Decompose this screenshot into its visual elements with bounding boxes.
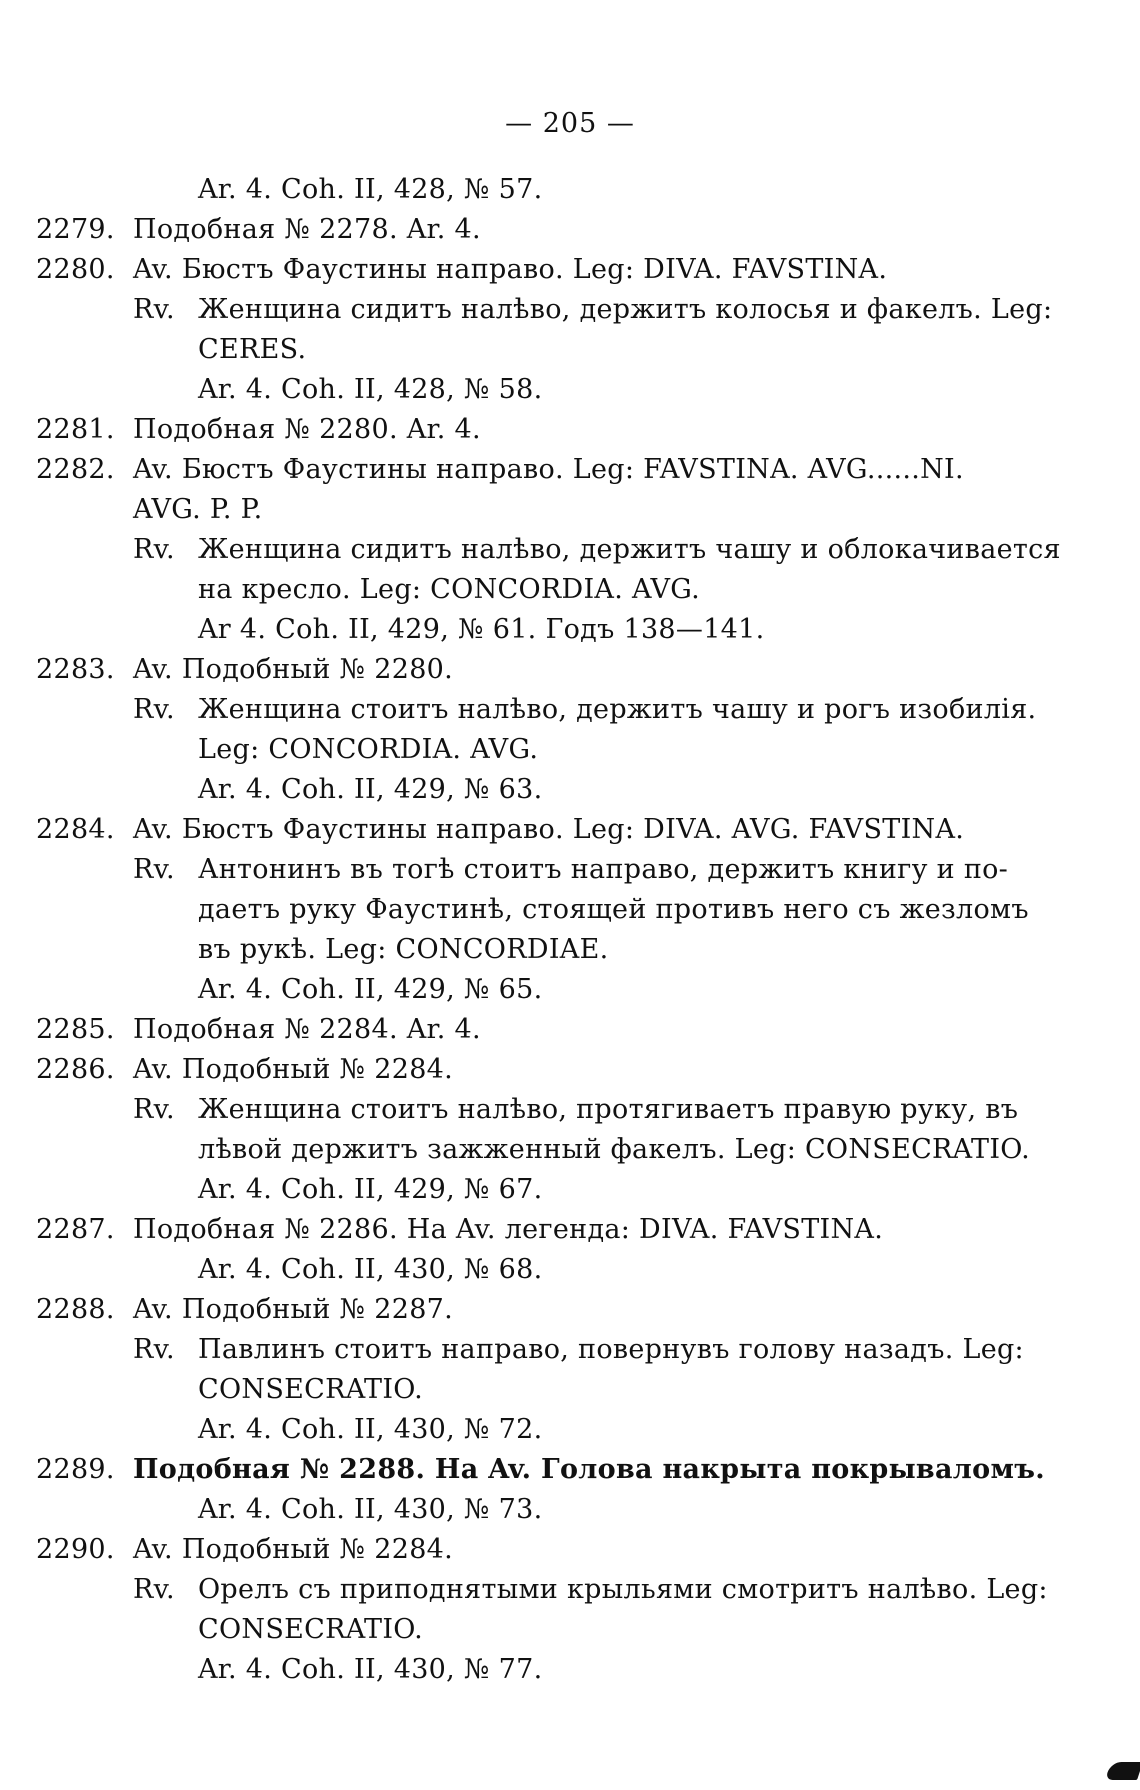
entry-number: 2281.	[36, 414, 115, 445]
entry-text: Женщина сидитъ налѣво, держитъ чашу и облокачивается	[198, 534, 1061, 565]
entry-text: AVG. P. P.	[133, 494, 263, 525]
catalog-line	[0, 1330, 1140, 1370]
reverse-label: Rv.	[133, 694, 175, 725]
catalog-line	[0, 890, 1140, 930]
reference-text: Ar. 4. Coh. II, 428, № 58.	[198, 374, 543, 405]
catalog-line	[0, 410, 1140, 450]
reverse-label: Rv.	[133, 1334, 175, 1365]
entry-text: въ рукѣ. Leg: CONCORDIAE.	[198, 934, 609, 965]
page-number: — 205 —	[505, 108, 635, 139]
entry-text: Av. Подобный № 2280.	[133, 654, 454, 685]
entry-number: 2285.	[36, 1014, 115, 1045]
reference-text: Ar 4. Coh. II, 429, № 61. Годъ 138—141.	[198, 614, 765, 645]
entry-text: Av. Бюстъ Фаустины направо. Leg: DIVA. AVG. FAVSTINA.	[133, 814, 965, 845]
reference-text: Ar. 4. Coh. II, 429, № 67.	[198, 1174, 543, 1205]
catalog-entries	[0, 170, 1140, 1690]
reference-text: Ar. 4. Coh. II, 429, № 63.	[198, 774, 543, 805]
catalog-line	[0, 370, 1140, 410]
catalog-line	[0, 810, 1140, 850]
entry-text: Подобная № 2280. Ar. 4.	[133, 414, 481, 445]
entry-number: 2283.	[36, 654, 115, 685]
entry-text: Av. Бюстъ Фаустины направо. Leg: DIVA. FAVSTINA.	[133, 254, 888, 285]
catalog-line	[0, 330, 1140, 370]
catalog-line	[0, 450, 1140, 490]
entry-text: Av. Подобный № 2287.	[133, 1294, 454, 1325]
catalog-line	[0, 610, 1140, 650]
catalog-line	[0, 930, 1140, 970]
entry-number: 2284.	[36, 814, 115, 845]
catalog-line	[0, 1050, 1140, 1090]
reference-text: Ar. 4. Coh. II, 430, № 72.	[198, 1414, 543, 1445]
reverse-label: Rv.	[133, 854, 175, 885]
catalog-line	[0, 210, 1140, 250]
reference-text: Ar. 4. Coh. II, 430, № 73.	[198, 1494, 543, 1525]
catalog-line	[0, 1570, 1140, 1610]
entry-text: Av. Подобный № 2284.	[133, 1534, 454, 1565]
entry-text: Женщина сидитъ налѣво, держитъ колосья и факелъ. Leg:	[198, 294, 1053, 325]
entry-text: Подобная № 2278. Ar. 4.	[133, 214, 481, 245]
catalog-line	[0, 1210, 1140, 1250]
catalog-line	[0, 570, 1140, 610]
entry-text: Av. Бюстъ Фаустины направо. Leg: FAVSTINA. AVG......NI.	[133, 454, 964, 485]
catalog-line	[0, 1650, 1140, 1690]
reverse-label: Rv.	[133, 1094, 175, 1125]
entry-text: даетъ руку Фаустинѣ, стоящей противъ него съ жезломъ	[198, 894, 1029, 925]
entry-number: 2286.	[36, 1054, 115, 1085]
ink-blot-decoration	[1105, 1762, 1140, 1780]
catalog-line	[0, 1010, 1140, 1050]
catalog-line	[0, 290, 1140, 330]
entry-text: Av. Подобный № 2284.	[133, 1054, 454, 1085]
reference-text: Ar. 4. Coh. II, 430, № 77.	[198, 1654, 543, 1685]
reverse-label: Rv.	[133, 1574, 175, 1605]
entry-number: 2288.	[36, 1294, 115, 1325]
entry-text: Leg: CONCORDIA. AVG.	[198, 734, 539, 765]
catalog-line	[0, 1090, 1140, 1130]
entry-text: Подобная № 2284. Ar. 4.	[133, 1014, 481, 1045]
entry-text: Женщина стоитъ налѣво, протягиваетъ правую руку, въ	[198, 1094, 1019, 1125]
reference-text: Ar. 4. Coh. II, 429, № 65.	[198, 974, 543, 1005]
entry-number: 2279.	[36, 214, 115, 245]
catalog-line	[0, 1370, 1140, 1410]
entry-text: Женщина стоитъ налѣво, держитъ чашу и рогъ изобилія.	[198, 694, 1037, 725]
catalog-line	[0, 850, 1140, 890]
entry-text: Антонинъ въ тогѣ стоитъ направо, держитъ книгу и по-	[198, 854, 1009, 885]
entry-number: 2289.	[36, 1454, 115, 1485]
catalog-line	[0, 490, 1140, 530]
entry-number: 2290.	[36, 1534, 115, 1565]
catalog-line	[0, 770, 1140, 810]
entry-text: CONSECRATIO.	[198, 1374, 424, 1405]
catalog-line	[0, 1450, 1140, 1490]
reverse-label: Rv.	[133, 294, 175, 325]
entry-number: 2287.	[36, 1214, 115, 1245]
entry-text: CONSECRATIO.	[198, 1614, 424, 1645]
reference-text: Ar. 4. Coh. II, 430, № 68.	[198, 1254, 543, 1285]
catalog-line	[0, 730, 1140, 770]
entry-text: Подобная № 2286. На Av. легенда: DIVA. FAVSTINA.	[133, 1214, 884, 1245]
reverse-label: Rv.	[133, 534, 175, 565]
entry-text: лѣвой держитъ зажженный факелъ. Leg: CONSECRATIO.	[198, 1134, 1031, 1165]
catalog-line	[0, 170, 1140, 210]
catalog-line	[0, 1530, 1140, 1570]
catalog-line	[0, 250, 1140, 290]
catalog-line	[0, 690, 1140, 730]
catalog-line	[0, 1250, 1140, 1290]
entry-text: на кресло. Leg: CONCORDIA. AVG.	[198, 574, 701, 605]
entry-text: CERES.	[198, 334, 307, 365]
entry-number: 2282.	[36, 454, 115, 485]
catalog-line	[0, 650, 1140, 690]
entry-number: 2280.	[36, 254, 115, 285]
entry-text: Орелъ съ приподнятыми крыльями смотритъ налѣво. Leg:	[198, 1574, 1048, 1605]
catalog-line	[0, 1170, 1140, 1210]
catalog-line	[0, 1290, 1140, 1330]
catalog-line	[0, 1610, 1140, 1650]
catalog-line	[0, 1410, 1140, 1450]
catalog-line	[0, 530, 1140, 570]
reference-text: Ar. 4. Coh. II, 428, № 57.	[198, 174, 543, 205]
catalog-line	[0, 970, 1140, 1010]
entry-text: Подобная № 2288. На Av. Голова накрыта покрываломъ.	[133, 1454, 1045, 1485]
entry-text: Павлинъ стоитъ направо, повернувъ голову назадъ. Leg:	[198, 1334, 1024, 1365]
catalog-line	[0, 1130, 1140, 1170]
catalog-line	[0, 1490, 1140, 1530]
